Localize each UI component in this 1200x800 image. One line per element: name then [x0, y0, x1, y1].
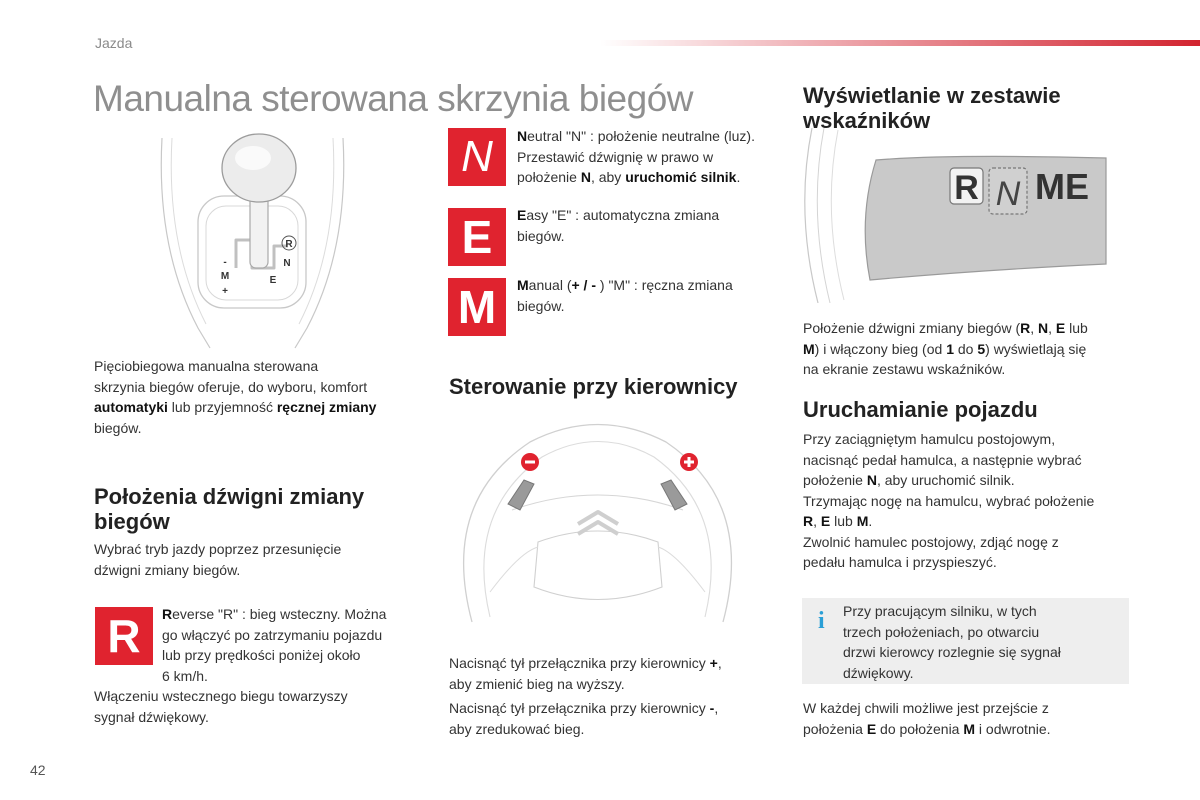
header-rule — [600, 40, 1200, 46]
shifter-label-e: E — [269, 275, 277, 286]
page-title: Manualna sterowana skrzynia biegów — [93, 78, 694, 119]
display-me: ME — [1035, 166, 1089, 207]
manual-text: Manual (+ / - ) "M" : ręczna zmiana biegów. — [517, 277, 733, 314]
section-label: Jazda — [95, 35, 133, 51]
final-text: W każdej chwili możliwe jest przejście z położenia E do położenia M i odwrotnie. — [803, 700, 1051, 737]
positions-heading: Położenia dźwigni zmiany biegów — [94, 484, 365, 534]
display-n: N — [995, 175, 1021, 213]
info-text: Przy pracującym silniku, w tych trzech położeniach, po otwarciu drzwi kierowcy rozlegnie się sygnał dźwiękowy. — [843, 603, 1061, 681]
display-text: Położenie dźwigni zmiany biegów (R, N, E lub M) i włączony bieg (od 1 do 5) wyświetlają się na ekranie zestawu wskaźników. — [803, 320, 1088, 377]
reverse-badge: R — [95, 607, 153, 665]
intro-paragraph: Pięciobiegowa manualna sterowana skrzynia biegów oferuje, do wyboru, komfort automatyki lub przyjemność ręcznej zmiany biegów. — [94, 358, 377, 436]
display-heading: Wyświetlanie w zestawie wskaźników — [803, 83, 1061, 133]
positions-text: Wybrać tryb jazdy poprzez przesunięcie dźwigni zmiany biegów. — [94, 541, 342, 578]
easy-text: Easy "E" : automatyczna zmiana biegów. — [517, 207, 720, 244]
paddle-down-text: Nacisnąć tył przełącznika przy kierownicy -, aby zredukować bieg. — [449, 700, 719, 737]
start-heading: Uruchamianie pojazdu — [803, 397, 1038, 422]
start-text: Przy zaciągniętym hamulcu postojowym, nacisnąć pedał hamulca, a następnie wybrać położenie N, aby uruchomić silnik. Trzymając nogę na hamulcu, wybrać położenie R, E lub M. Zwolnić hamulec postojowy, zdjąć nogę z pedału hamulca i przyspieszyć. — [803, 431, 1095, 570]
easy-badge: E — [448, 208, 506, 266]
paddle-up-text: Nacisnąć tył przełącznika przy kierownicy +, aby zmienić bieg na wyższy. — [449, 655, 722, 692]
neutral-badge: N — [448, 128, 506, 186]
display-r: R — [954, 169, 979, 207]
instrument-cluster-illustration — [800, 128, 1130, 303]
shifter-label-plus: + — [222, 286, 228, 297]
page-number: 42 — [30, 762, 46, 778]
steering-wheel-illustration — [450, 412, 745, 637]
shifter-label-m: M — [220, 271, 230, 282]
shifter-label-minus: - — [223, 257, 227, 268]
manual-badge: M — [448, 278, 506, 336]
shifter-label-r: R — [285, 239, 293, 250]
neutral-text: Neutral "N" : położenie neutralne (luz). Przestawić dźwignię w prawo w położenie N, aby uruchomić silnik. — [517, 128, 755, 185]
steering-heading: Sterowanie przy kierownicy — [449, 374, 738, 399]
gear-shifter-illustration — [150, 128, 355, 350]
reverse-after-text: Włączeniu wstecznego biegu towarzyszy sygnał dźwiękowy. — [94, 688, 348, 725]
info-icon: i — [818, 608, 825, 634]
reverse-text: Reverse "R" : bieg wsteczny. Można go włączyć po zatrzymaniu pojazdu lub przy prędkości poniżej około 6 km/h. — [162, 606, 387, 684]
shifter-label-n: N — [283, 258, 291, 269]
